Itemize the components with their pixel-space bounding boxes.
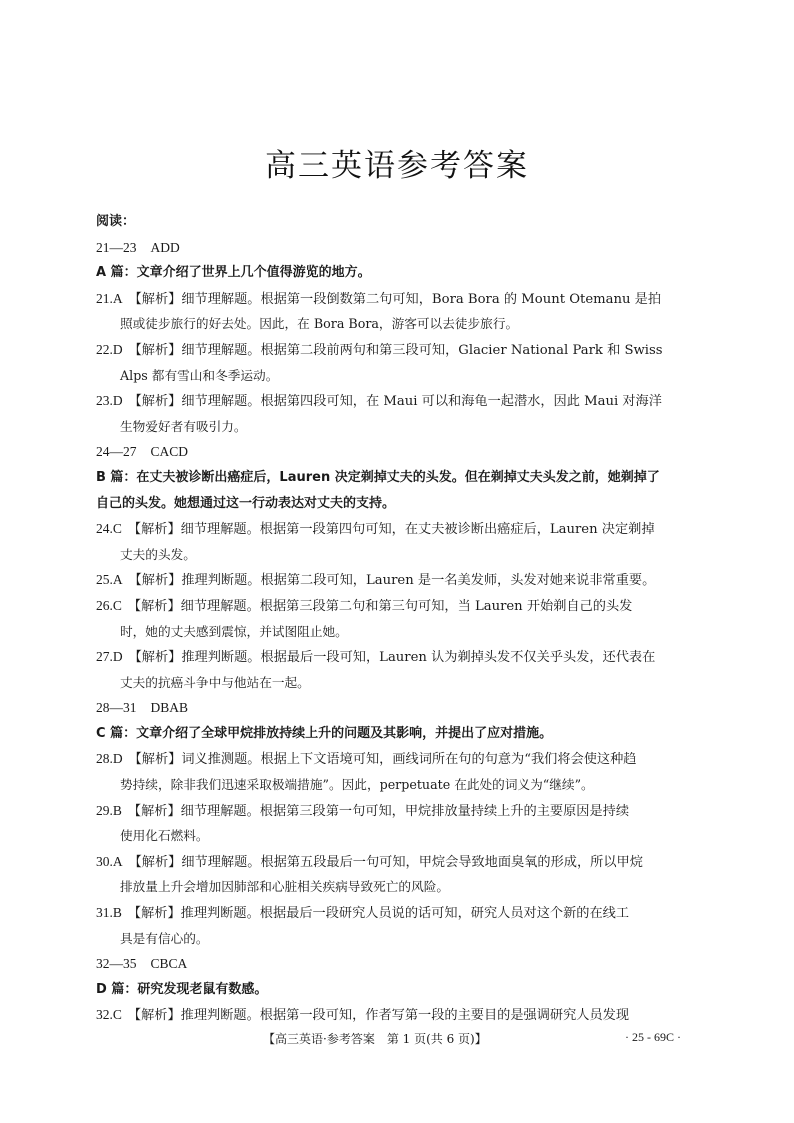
explanation-continuation: 使用化石燃料。	[120, 828, 209, 844]
explanation-continuation: Alps 都有雪山和冬季运动。	[120, 367, 279, 383]
passage-summary: A 篇：文章介绍了世界上几个值得游览的地方。	[96, 265, 371, 281]
question-answer: A	[112, 290, 123, 306]
explanation-continuation: 排放量上升会增加因肺部和心脏相关疾病导致死亡的风险。	[120, 879, 450, 895]
question-answer: D	[112, 751, 123, 767]
analysis-tag: 【解析】	[127, 598, 181, 614]
passage-summary: D 篇：研究发现老鼠有数感。	[96, 981, 268, 997]
question-answer: D	[112, 341, 123, 357]
answer-range-line	[96, 439, 702, 465]
question-answer: C	[112, 1007, 122, 1023]
explanation-continuation: 丈夫的头发。	[120, 546, 196, 562]
answer-letters: ADD	[150, 239, 180, 255]
analysis-tag: 【解析】	[128, 650, 182, 666]
explanation-text: 推理判断题。根据最后一段可知，Lauren 认为剃掉头发不仅关乎头发，还代表在	[181, 650, 656, 666]
explanation-text: 推理判断题。根据第二段可知，Lauren 是一名美发师，头发对她来说非常重要。	[181, 573, 656, 589]
explanation-first-line	[96, 388, 702, 414]
explanation-text: 推理判断题。根据最后一段研究人员说的话可知，研究人员对这个新的在线工	[180, 906, 630, 922]
question-answer: D	[112, 649, 123, 665]
question-explanation	[96, 593, 702, 644]
question-number: 24.	[96, 521, 113, 537]
question-answer: C	[112, 521, 122, 537]
answer-letters: CBCA	[150, 956, 188, 972]
question-number: 23.	[96, 393, 113, 409]
explanation-text: 推理判断题。根据第一段可知，作者写第一段的主要目的是强调研究人员发现	[180, 1008, 630, 1024]
analysis-tag: 【解析】	[127, 906, 181, 922]
analysis-tag: 【解析】	[128, 854, 182, 870]
explanation-first-line	[96, 593, 702, 619]
answer-range: 24—27	[96, 444, 137, 460]
explanation-text: 细节理解题。根据第三段第一句可知，甲烷排放量持续上升的主要原因是持续	[180, 803, 630, 819]
answer-range: 28—31	[96, 700, 137, 716]
explanation-first-line	[96, 1002, 702, 1028]
analysis-tag: 【解析】	[127, 1008, 181, 1024]
question-answer: D	[112, 393, 123, 409]
passage-summary: C 篇：文章介绍了全球甲烷排放持续上升的问题及其影响，并提出了应对措施。	[96, 725, 553, 741]
explanation-text: 细节理解题。根据第五段最后一句可知，甲烷会导致地面臭氧的形成，所以甲烷	[181, 854, 643, 870]
passage-summary: B 篇：在丈夫被诊断出癌症后，Lauren 决定剃掉丈夫的头发。但在剃掉丈夫头发之前，她剃掉了	[96, 469, 660, 485]
explanation-first-line	[96, 798, 702, 824]
question-explanation	[96, 516, 702, 567]
explanation-continuation: 时，她的丈夫感到震惊，并试图阻止她。	[120, 623, 348, 639]
question-explanation	[96, 286, 702, 337]
explanation-text: 细节理解题。根据第三段第二句和第三句可知，当 Lauren 开始剃自己的头发	[180, 598, 633, 614]
explanation-continuation: 丈夫的抗癌斗争中与他站在一起。	[120, 674, 310, 690]
question-answer: A	[112, 572, 123, 588]
question-explanation	[96, 337, 702, 388]
analysis-tag: 【解析】	[128, 291, 182, 307]
question-answer: C	[112, 597, 122, 613]
section-label: 阅读：	[96, 214, 136, 229]
question-number: 22.	[96, 341, 113, 357]
analysis-tag: 【解析】	[127, 522, 181, 538]
answer-range: 32—35	[96, 956, 137, 972]
question-explanation	[96, 849, 702, 900]
explanation-text: 细节理解题。根据第一段第四句可知，在丈夫被诊断出癌症后，Lauren 决定剃掉	[180, 522, 655, 538]
explanation-text: 细节理解题。根据第四段可知，在 Maui 可以和海龟一起潜水，因此 Maui 对海洋	[181, 394, 662, 410]
answer-range: 21—23	[96, 239, 137, 255]
question-number: 25.	[96, 572, 113, 588]
question-answer: B	[112, 802, 122, 818]
explanation-first-line	[96, 849, 702, 875]
question-number: 21.	[96, 290, 113, 306]
explanation-text: 细节理解题。根据第一段倒数第二句可知，Bora Bora 的 Mount Otemanu 是拍	[181, 291, 662, 307]
explanation-first-line	[96, 337, 702, 363]
question-explanation	[96, 900, 702, 951]
question-number: 26.	[96, 597, 113, 613]
answer-range-line	[96, 235, 702, 261]
answer-content	[96, 209, 702, 1028]
page-title: 高三英语参考答案	[265, 148, 529, 184]
question-number: 30.	[96, 853, 113, 869]
explanation-continuation: 具是有信心的。	[120, 930, 209, 946]
explanation-continuation: 势持续，除非我们迅速采取极端措施”。因此，perpetuate 在此处的词义为“继续”。	[120, 777, 594, 793]
answer-letters: DBAB	[150, 700, 189, 716]
question-explanation	[96, 388, 702, 439]
question-number: 27.	[96, 649, 113, 665]
analysis-tag: 【解析】	[128, 394, 182, 410]
footer-code: · 25 - 69C ·	[625, 1030, 681, 1044]
question-answer: A	[112, 853, 123, 869]
question-number: 32.	[96, 1007, 113, 1023]
explanation-continuation: 生物爱好者有吸引力。	[120, 418, 247, 434]
footer-page-info: 【高三英语·参考答案 第 1 页(共 6 页)】	[263, 1032, 487, 1046]
explanation-first-line	[96, 644, 702, 670]
answer-range-line	[96, 951, 702, 977]
explanation-continuation: 照或徒步旅行的好去处。因此，在 Bora Bora，游客可以去徒步旅行。	[120, 316, 519, 332]
passage-summary: 自己的头发。她想通过这一行动表达对丈夫的支持。	[96, 495, 396, 511]
answer-letters: CACD	[150, 444, 189, 460]
question-number: 31.	[96, 905, 113, 921]
explanation-first-line	[96, 900, 702, 926]
explanation-text: 细节理解题。根据第二段前两句和第三段可知，Glacier National Park 和 Swiss	[181, 342, 663, 358]
explanation-first-line	[96, 286, 702, 312]
question-number: 29.	[96, 802, 113, 818]
question-number: 28.	[96, 751, 113, 767]
analysis-tag: 【解析】	[127, 803, 181, 819]
explanation-first-line	[96, 567, 702, 593]
explanation-first-line	[96, 746, 702, 772]
explanation-text: 词义推测题。根据上下文语境可知，画线词所在句的句意为“我们将会使这种趋	[181, 752, 637, 768]
question-explanation	[96, 644, 702, 695]
question-explanation	[96, 1002, 702, 1028]
analysis-tag: 【解析】	[128, 573, 182, 589]
answer-range-line	[96, 695, 702, 721]
question-explanation	[96, 567, 702, 593]
question-explanation	[96, 798, 702, 849]
explanation-first-line	[96, 516, 702, 542]
question-answer: B	[112, 905, 122, 921]
question-explanation	[96, 746, 702, 797]
analysis-tag: 【解析】	[128, 752, 182, 768]
analysis-tag: 【解析】	[128, 342, 182, 358]
